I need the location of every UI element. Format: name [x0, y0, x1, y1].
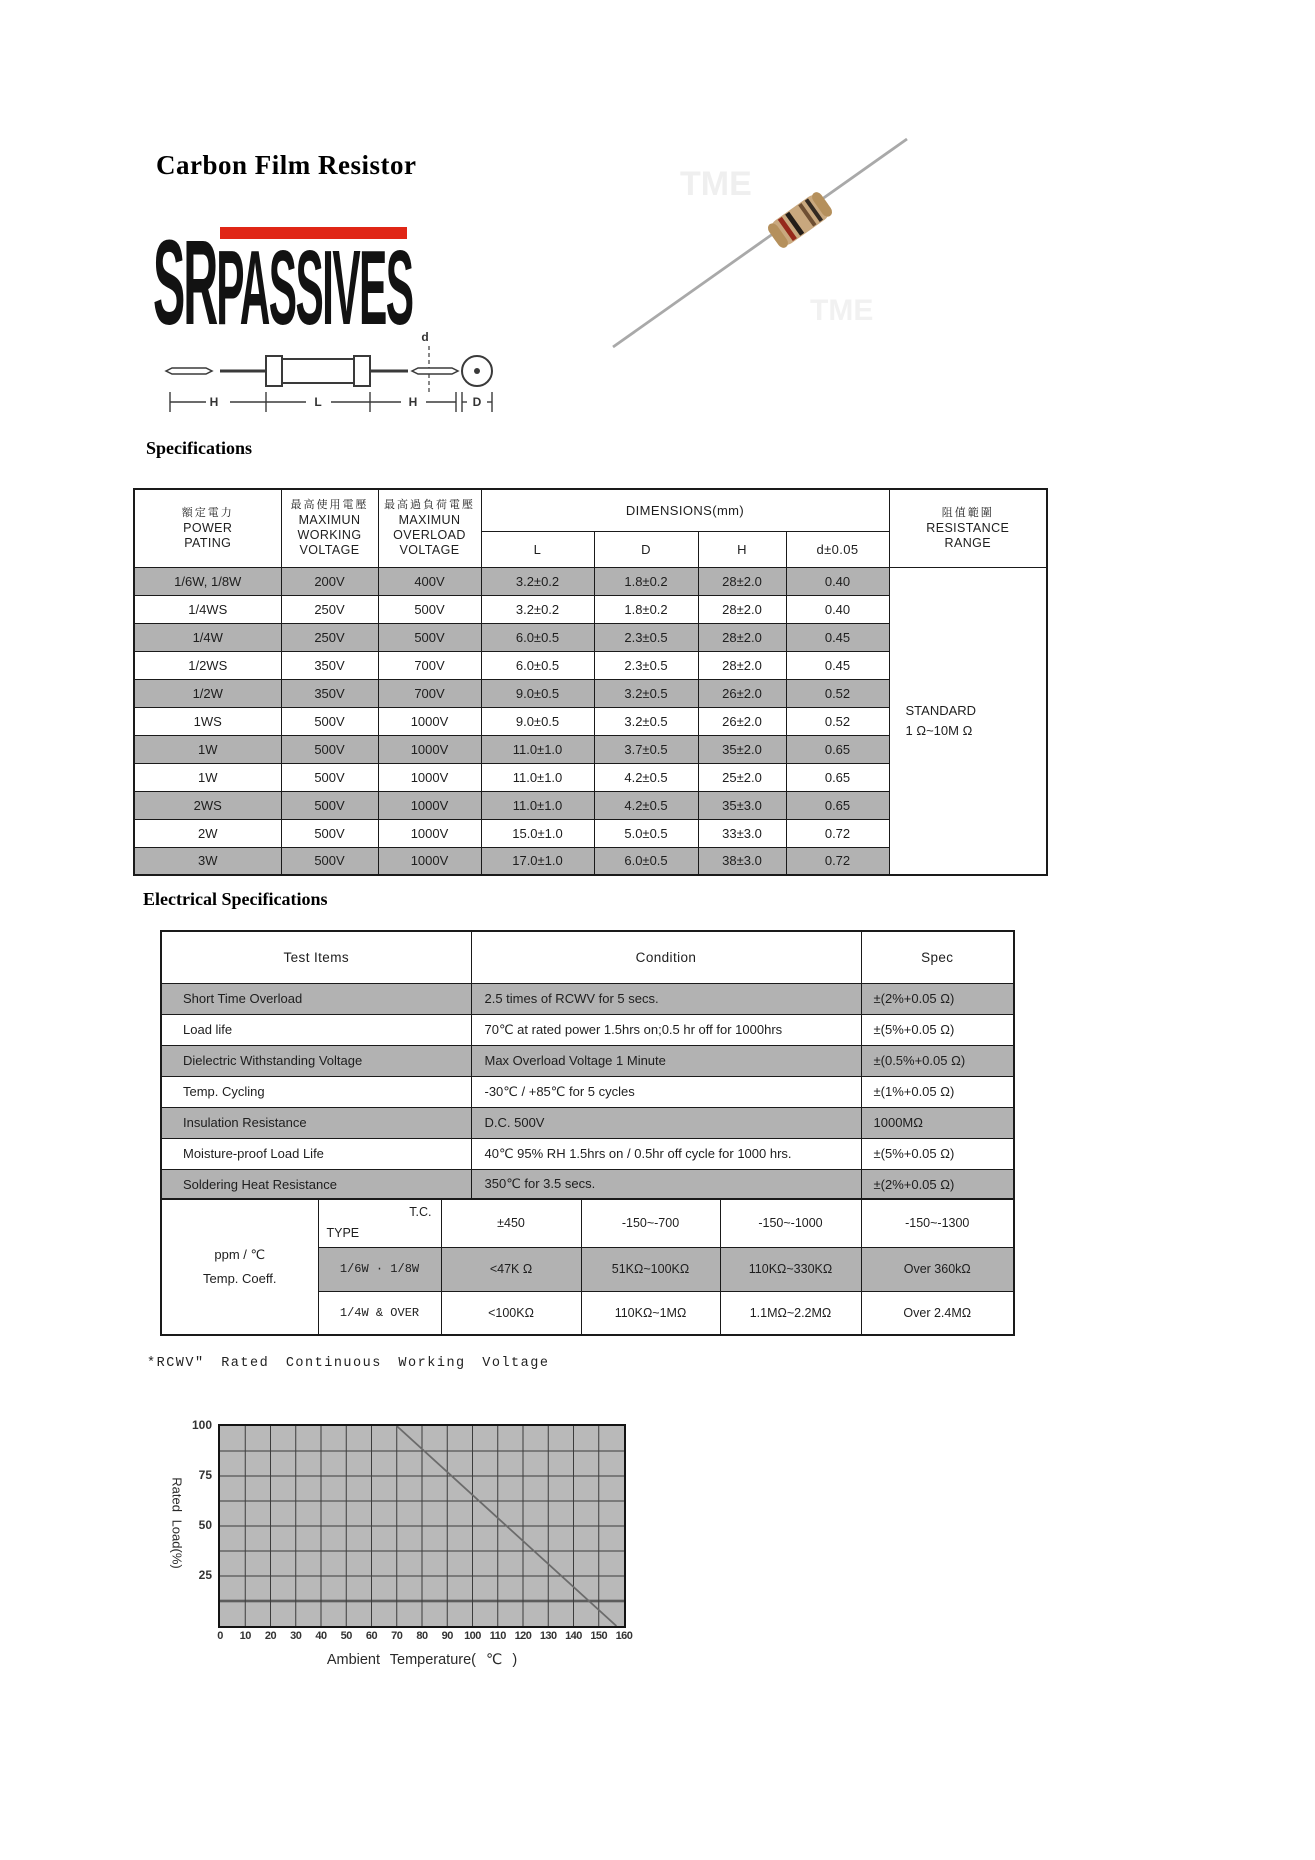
tc-type-diagonal-cell [318, 1199, 441, 1247]
spec-cell: 1000V [378, 819, 481, 847]
spec-cell: 1000V [378, 707, 481, 735]
test-item-cell: Load life [161, 1014, 471, 1045]
spec-cell: 17.0±1.0 [481, 847, 594, 875]
rcwv-footnote: *RCWV" Rated Continuous Working Voltage [147, 1356, 550, 1371]
spec-cell: ±(0.5%+0.05 Ω) [861, 1045, 1014, 1076]
test-item-cell: Soldering Heat Resistance [161, 1169, 471, 1200]
x-tick-label: 100 [464, 1630, 481, 1642]
resistor-photo [595, 125, 920, 360]
test-item-cell: Short Time Overload [161, 983, 471, 1014]
spec-cell: 250V [281, 623, 378, 651]
tc-value-cell: 1.1MΩ~2.2MΩ [720, 1291, 861, 1335]
spec-cell: 3W [134, 847, 281, 875]
elec-row [161, 1138, 1014, 1169]
spec-cell: 35±2.0 [698, 735, 786, 763]
spec-cell: ±(1%+0.05 Ω) [861, 1076, 1014, 1107]
x-tick-label: 140 [565, 1630, 582, 1642]
spec-cell: 0.45 [786, 651, 889, 679]
col-header-spec: Spec [861, 931, 1014, 983]
spec-cell: ±(5%+0.05 Ω) [861, 1138, 1014, 1169]
body-cap [266, 356, 282, 386]
dim-label-h-left: H [209, 395, 219, 409]
x-tick-label: 50 [340, 1630, 352, 1642]
spec-cell: 1.8±0.2 [594, 567, 698, 595]
elec-row [161, 1107, 1014, 1138]
body-cap [354, 356, 370, 386]
tc-type-cell: 1/4W & OVER [318, 1291, 441, 1335]
spec-cell: 11.0±1.0 [481, 791, 594, 819]
spec-cell: 5.0±0.5 [594, 819, 698, 847]
spec-cell: 35±3.0 [698, 791, 786, 819]
spec-cell: 4.2±0.5 [594, 791, 698, 819]
spec-cell: 2W [134, 819, 281, 847]
temp-coeff-label: Temp. Coeff. [203, 1271, 277, 1286]
tc-value-cell: <100KΩ [441, 1291, 581, 1335]
lead-segment [166, 368, 212, 374]
tc-corner-label: T.C. [409, 1205, 432, 1219]
condition-cell: 350℃ for 3.5 secs. [471, 1169, 861, 1200]
temperature-coefficient-table [160, 1198, 1015, 1336]
spec-cell: 1000MΩ [861, 1107, 1014, 1138]
type-corner-label: TYPE [326, 1225, 360, 1240]
spec-cell: 2.3±0.5 [594, 651, 698, 679]
spec-cell: 3.2±0.2 [481, 567, 594, 595]
spec-cell: 400V [378, 567, 481, 595]
elec-row [161, 983, 1014, 1014]
x-tick-label: 70 [391, 1630, 403, 1642]
x-tick-label: 130 [539, 1630, 557, 1642]
col-header-d: D [594, 531, 698, 567]
col-header-d-tol: d±0.05 [786, 531, 889, 567]
spec-cell: 28±2.0 [698, 623, 786, 651]
tc-range-header: -150~-1000 [720, 1199, 861, 1247]
test-item-cell: Moisture-proof Load Life [161, 1138, 471, 1169]
x-tick-label: 60 [365, 1630, 378, 1642]
y-tick-label: 25 [198, 1568, 212, 1582]
elec-row [161, 1076, 1014, 1107]
derating-chart [160, 1406, 690, 1706]
resistance-range-line: 1 Ω~10M Ω [905, 722, 973, 738]
brand-logo [153, 214, 413, 350]
dimension-diagram [140, 328, 520, 428]
spec-cell: 3.2±0.5 [594, 707, 698, 735]
page-title: Carbon Film Resistor [156, 150, 417, 180]
spec-cell: 38±3.0 [698, 847, 786, 875]
spec-cell: 500V [378, 595, 481, 623]
spec-cell: 350V [281, 679, 378, 707]
tc-range-header: -150~-1300 [861, 1199, 1014, 1247]
tc-range-header: ±450 [441, 1199, 581, 1247]
spec-cell: 1W [134, 763, 281, 791]
spec-cell: 3.7±0.5 [594, 735, 698, 763]
spec-cell: 3.2±0.2 [481, 595, 594, 623]
spec-cell: 0.40 [786, 567, 889, 595]
spec-cell: 1000V [378, 847, 481, 875]
spec-cell: 0.45 [786, 623, 889, 651]
x-tick-label: 90 [441, 1630, 453, 1642]
watermark-text: TME [810, 294, 874, 327]
spec-cell: ±(2%+0.05 Ω) [861, 983, 1014, 1014]
spec-cell: 0.65 [786, 791, 889, 819]
spec-row [134, 567, 1047, 595]
electrical-specifications-table [160, 930, 1015, 1201]
resistance-range-cn: 阻值範圍 [941, 506, 994, 519]
spec-cell: 15.0±1.0 [481, 819, 594, 847]
tc-value-cell: Over 2.4MΩ [861, 1291, 1014, 1335]
spec-cell: 0.52 [786, 679, 889, 707]
spec-cell: 1/6W, 1/8W [134, 567, 281, 595]
x-tick-label: 110 [489, 1630, 506, 1642]
elec-row [161, 1169, 1014, 1200]
spec-cell: 3.2±0.5 [594, 679, 698, 707]
col-header-resistance-range: 阻值範圍 RESISTANCE RANGE [889, 489, 1047, 567]
spec-cell: 1/4WS [134, 595, 281, 623]
spec-cell: 9.0±0.5 [481, 679, 594, 707]
col-header-condition: Condition [471, 931, 861, 983]
spec-cell: 4.2±0.5 [594, 763, 698, 791]
spec-cell: 26±2.0 [698, 679, 786, 707]
electrical-specifications-heading: Electrical Specifications [143, 889, 328, 909]
tc-range-header: -150~-700 [581, 1199, 720, 1247]
spec-cell: 6.0±0.5 [481, 651, 594, 679]
tc-value-cell: 110KΩ~330KΩ [720, 1247, 861, 1291]
spec-cell: 1/4W [134, 623, 281, 651]
spec-cell: 11.0±1.0 [481, 763, 594, 791]
spec-cell: 1/2WS [134, 651, 281, 679]
elec-header-row [161, 931, 1014, 983]
x-tick-label: 20 [264, 1630, 277, 1642]
logo-text-sr: SR [153, 214, 217, 350]
spec-cell: 0.65 [786, 735, 889, 763]
spec-cell: 1W [134, 735, 281, 763]
chart-grid [220, 1426, 624, 1626]
elec-row [161, 1045, 1014, 1076]
spec-cell: 2WS [134, 791, 281, 819]
x-tick-label: 40 [315, 1630, 327, 1642]
spec-cell: 1/2W [134, 679, 281, 707]
watermark-text: TME [680, 165, 752, 203]
spec-cell: 33±3.0 [698, 819, 786, 847]
spec-cell: 700V [378, 679, 481, 707]
spec-cell: 25±2.0 [698, 763, 786, 791]
tc-value-cell: 110KΩ~1MΩ [581, 1291, 720, 1335]
x-tick-label: 150 [590, 1630, 608, 1642]
condition-cell: Max Overload Voltage 1 Minute [471, 1045, 861, 1076]
spec-cell: 9.0±0.5 [481, 707, 594, 735]
power-rating-cn: 額定電力 [181, 506, 234, 519]
elec-row [161, 1014, 1014, 1045]
resistance-range-value [889, 567, 1047, 875]
col-header-dimensions: DIMENSIONS(mm) [481, 489, 889, 531]
spec-cell: 1000V [378, 791, 481, 819]
spec-cell: 6.0±0.5 [481, 623, 594, 651]
spec-cell: 0.72 [786, 819, 889, 847]
y-axis-title: Rated Load(%) [169, 1477, 185, 1569]
ppm-label: ppm / ℃ [214, 1247, 266, 1262]
col-header-max-working-voltage: 最高使用電壓 MAXIMUN WORKING VOLTAGE [281, 489, 378, 567]
specifications-heading: Specifications [146, 438, 252, 458]
body-middle [282, 359, 354, 383]
spec-cell: 500V [281, 791, 378, 819]
spec-cell: 250V [281, 595, 378, 623]
col-header-h: H [698, 531, 786, 567]
dim-label-h-right: H [408, 395, 418, 409]
spec-cell: 6.0±0.5 [594, 847, 698, 875]
spec-cell: 500V [281, 847, 378, 875]
tc-value-cell: Over 360kΩ [861, 1247, 1014, 1291]
x-tick-label: 160 [615, 1630, 633, 1642]
spec-cell: 500V [281, 735, 378, 763]
resistor-body [766, 190, 834, 250]
spec-cell: 0.52 [786, 707, 889, 735]
end-view-wire-dot [474, 368, 480, 374]
col-header-test-items: Test Items [161, 931, 471, 983]
x-tick-label: 30 [290, 1630, 302, 1642]
spec-cell: 500V [281, 707, 378, 735]
dim-label-d-big: D [472, 395, 482, 409]
logo-text-passives: PASSIVES [216, 229, 413, 347]
tc-type-cell: 1/6W · 1/8W [318, 1247, 441, 1291]
test-item-cell: Insulation Resistance [161, 1107, 471, 1138]
spec-cell: 350V [281, 651, 378, 679]
spec-cell: 1000V [378, 763, 481, 791]
resistance-range-line: STANDARD [905, 702, 977, 718]
condition-cell: -30℃ / +85℃ for 5 cycles [471, 1076, 861, 1107]
y-tick-label: 75 [198, 1468, 212, 1482]
dim-label-d-small: d [421, 330, 429, 344]
x-tick-label: 80 [416, 1630, 428, 1642]
y-tick-label: 100 [191, 1418, 212, 1432]
spec-cell: 1000V [378, 735, 481, 763]
specifications-table [133, 488, 1048, 876]
test-item-cell: Temp. Cycling [161, 1076, 471, 1107]
condition-cell: 40℃ 95% RH 1.5hrs on / 0.5hr off cycle for 1000 hrs. [471, 1138, 861, 1169]
spec-cell: 2.3±0.5 [594, 623, 698, 651]
spec-cell: 26±2.0 [698, 707, 786, 735]
condition-cell: 2.5 times of RCWV for 5 secs. [471, 983, 861, 1014]
spec-cell: 1.8±0.2 [594, 595, 698, 623]
col-header-max-overload-voltage: 最高過負荷電壓 MAXIMUN OVERLOAD VOLTAGE [378, 489, 481, 567]
spec-cell: 0.40 [786, 595, 889, 623]
test-item-cell: Dielectric Withstanding Voltage [161, 1045, 471, 1076]
spec-cell: ±(2%+0.05 Ω) [861, 1169, 1014, 1200]
tc-value-cell: <47K Ω [441, 1247, 581, 1291]
col-header-power-rating: 額定電力 POWER PATING [134, 489, 281, 567]
dim-label-l: L [314, 395, 322, 409]
x-tick-label: 120 [514, 1630, 532, 1642]
spec-cell: 500V [378, 623, 481, 651]
x-tick-label: 0 [217, 1630, 223, 1642]
condition-cell: D.C. 500V [471, 1107, 861, 1138]
spec-cell: 1WS [134, 707, 281, 735]
temp-coeff-unit-cell [161, 1199, 318, 1335]
tc-value-cell: 51KΩ~100KΩ [581, 1247, 720, 1291]
x-axis-title: Ambient Temperature( ℃ ) [326, 1652, 518, 1668]
spec-cell: 500V [281, 819, 378, 847]
spec-cell: 28±2.0 [698, 567, 786, 595]
y-tick-label: 50 [198, 1518, 212, 1532]
spec-cell: 11.0±1.0 [481, 735, 594, 763]
spec-cell: 500V [281, 763, 378, 791]
overload-voltage-cn: 最高過負荷電壓 [384, 499, 475, 512]
spec-cell: 700V [378, 651, 481, 679]
spec-cell: 28±2.0 [698, 651, 786, 679]
spec-cell: 28±2.0 [698, 595, 786, 623]
working-voltage-cn: 最高使用電壓 [290, 499, 369, 512]
spec-cell: 0.65 [786, 763, 889, 791]
tc-header-row [161, 1199, 1014, 1247]
condition-cell: 70℃ at rated power 1.5hrs on;0.5 hr off for 1000hrs [471, 1014, 861, 1045]
col-header-l: L [481, 531, 594, 567]
spec-header-row [134, 489, 1047, 531]
spec-cell: 200V [281, 567, 378, 595]
x-tick-label: 10 [239, 1630, 251, 1642]
lead-segment [412, 368, 458, 374]
spec-cell: 0.72 [786, 847, 889, 875]
spec-cell: ±(5%+0.05 Ω) [861, 1014, 1014, 1045]
